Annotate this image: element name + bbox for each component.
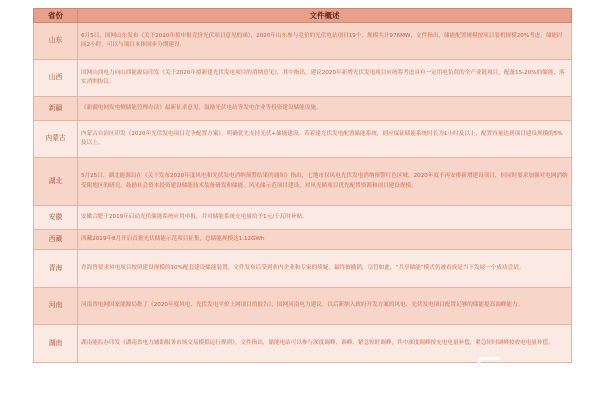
header-province: 省份 bbox=[34, 9, 78, 23]
table-row bbox=[34, 60, 572, 97]
table-row bbox=[34, 230, 572, 250]
watermark-logo-icon bbox=[478, 357, 500, 387]
summary-cell: 湖南能监办印发《湖南省电力辅助服务市场交易模拟运行规则》，文件指出，储能电站可以参与深度调峰、调峰、紧急短时调峰，其中深度调峰按充电电量补偿，紧急短时调峰按放电电量补偿。 bbox=[78, 325, 572, 363]
summary-cell: 6月5日，国网山东发布《关于2020年拟申报竞价光伏项目意见的函》，2020年山东参与竞价的光伏电站项目19个，规模共计976MW，文件指出，储能配置规模按项目装机规模20%考虑，储能时间2小时，可以与项目本体同步分期建设。 bbox=[78, 23, 572, 60]
province-cell: 湖南 bbox=[34, 325, 78, 363]
summary-cell: 国网山西电力向山西能源局印发《关于2020年拟新建光伏发电项目的消纳意见》，其中指出，建议2020年新增光伏发电项目应统筹考虑具有一定用电负荷的全产业链项目，配备15-20%的储能，落实消纳协议。 bbox=[78, 60, 572, 97]
summary-cell: 河南省电网国家能源局批了《2020年度风电、光伏发电平价上网项目的报告》，国网河南电力建议，以后新纳入政府开发方案的风电、光伏发电项目配置足够的储能提高调峰能力。 bbox=[78, 288, 572, 325]
province-cell: 西藏 bbox=[34, 230, 78, 250]
summary-cell: 安徽合肥于2019年启动光伏储能系统应用申报，并对储能系统充电量给予1元/千瓦时补贴。 bbox=[78, 206, 572, 230]
table-row bbox=[34, 158, 572, 206]
energy-storage-policy-table bbox=[33, 8, 572, 363]
table-header-row bbox=[34, 9, 572, 23]
province-cell: 湖北 bbox=[34, 158, 78, 206]
table-row bbox=[34, 288, 572, 325]
table-row bbox=[34, 97, 572, 121]
table-row bbox=[34, 206, 572, 230]
summary-cell: 《新疆电网发电侧储能管理办法》最新征求意见，鼓励光伏电站等发电企业等投资建设储能设施。 bbox=[78, 97, 572, 121]
summary-cell: 内蒙古自治区印发《2020年光伏发电项目竞争配置方案》，明确优先支持光伏+储能建设。若着建光伏发电配置储能系统，则应保证储能系统时长为1小时及以上，配置容量达到项目建设规模的5%及以上。 bbox=[78, 121, 572, 158]
summary-cell: 西藏2019年8月开启首批光伏储能示范项目征集，总储能规模达1.12GWh bbox=[78, 230, 572, 250]
table-row bbox=[34, 250, 572, 288]
province-cell: 青海 bbox=[34, 250, 78, 288]
summary-cell: 5月25日，湖北能源局在《关于发布2020年度风电和光伏发电消纳预警结果的通知》指出，七地市仅风电光伏发电消纳预警红色区域，2020年度不再安排新增建设项目，但同时要求加强对电网消纳受限地区的研究，鼓励社会资本投资建设储能技术装备研发和储能、风光储示范项目建设，对风光储项目优先配置资源和项目建设规模。 bbox=[78, 158, 572, 206]
province-cell: 山东 bbox=[34, 23, 78, 60]
province-cell: 新疆 bbox=[34, 97, 78, 121]
province-cell: 内蒙古 bbox=[34, 121, 78, 158]
summary-cell: 青海曾要求风电项目按照建设规模的10%配套建设储能装置，文件发布后受到业内企业和专家的质疑，最终被撤销，尽管如此，“共享储能”模式仍被看成是当下发展一个成功尝试。 bbox=[78, 250, 572, 288]
watermark-logo bbox=[436, 355, 586, 391]
province-cell: 山西 bbox=[34, 60, 78, 97]
province-cell: 河南 bbox=[34, 288, 78, 325]
table-row bbox=[34, 23, 572, 60]
header-summary: 文件概述 bbox=[78, 9, 572, 23]
province-cell: 安徽 bbox=[34, 206, 78, 230]
table-row bbox=[34, 121, 572, 158]
